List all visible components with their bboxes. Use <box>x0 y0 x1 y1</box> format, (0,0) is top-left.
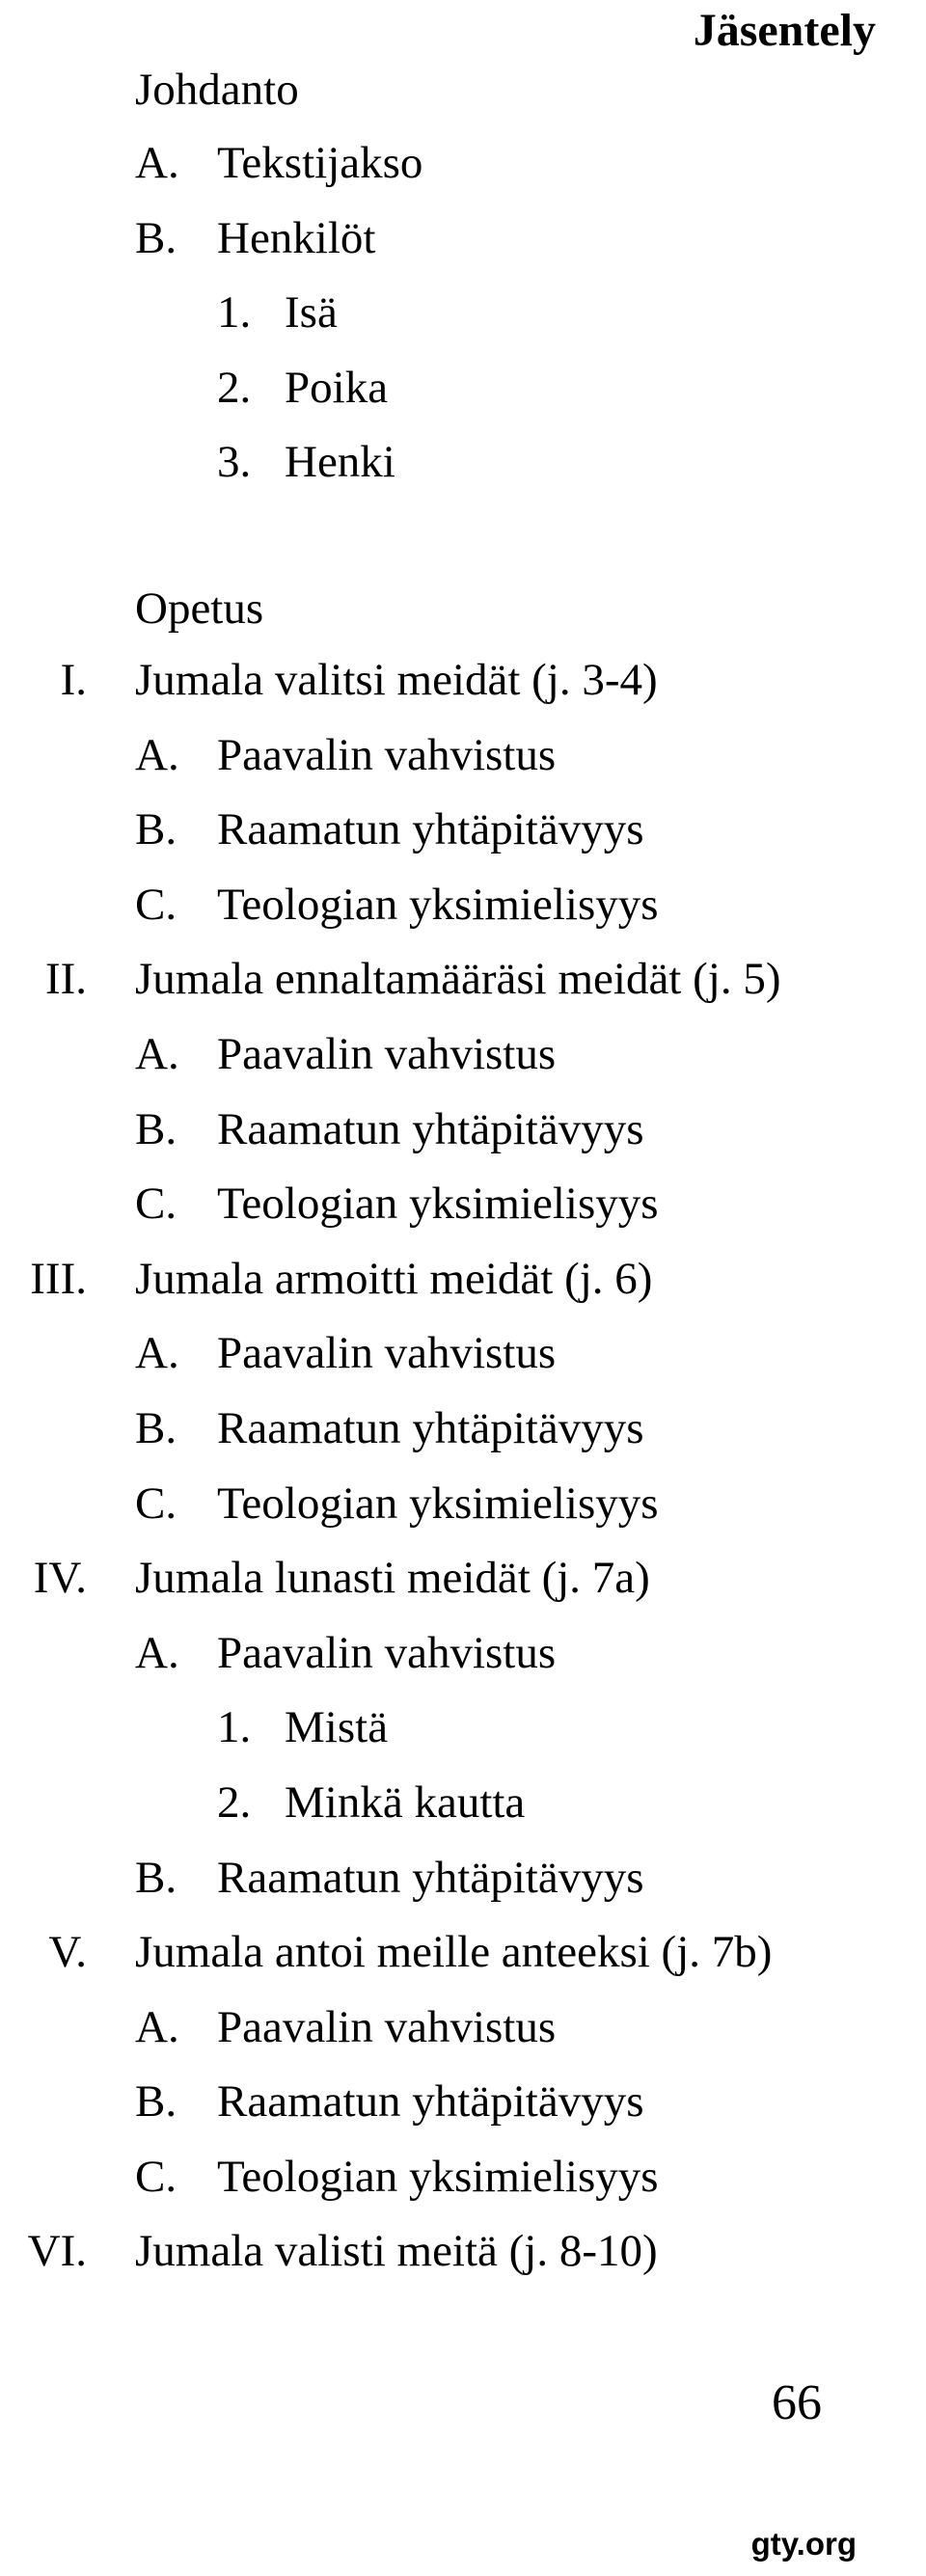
outline-marker: B. <box>135 2076 177 2128</box>
outline-item <box>0 724 926 800</box>
page-title: Jäsentely <box>693 5 876 56</box>
outline-text: Raamatun yhtäpitävyys <box>217 2076 644 2128</box>
outline-item <box>0 1248 926 1323</box>
outline-item <box>0 1322 926 1397</box>
outline-marker: A. <box>135 1627 179 1678</box>
outline-marker: 3. <box>217 437 252 488</box>
outline-item <box>0 948 926 1023</box>
outline-text: Jumala valisti meitä (j. 8-10) <box>135 2226 658 2277</box>
outline-marker: 2. <box>217 1776 252 1828</box>
outline-text: Paavalin vahvistus <box>217 2001 557 2052</box>
outline-marker: C. <box>135 879 177 930</box>
outline-marker: C. <box>135 1478 177 1529</box>
outline-marker: III. <box>30 1253 87 1304</box>
outline-marker: 2. <box>217 362 252 413</box>
teaching-outline <box>0 649 926 2295</box>
outline-item <box>0 1023 926 1098</box>
outline-marker: A. <box>135 1028 179 1079</box>
outline-marker: I. <box>60 655 87 705</box>
outline-item <box>0 1397 926 1473</box>
outline-text: Raamatun yhtäpitävyys <box>217 1103 644 1154</box>
outline-text: Teologian yksimielisyys <box>217 1179 659 1230</box>
outline-text: Jumala lunasti meidät (j. 7a) <box>135 1553 650 1604</box>
outline-marker: C. <box>135 2151 177 2202</box>
outline-text: Henki <box>285 437 395 488</box>
outline-text: Paavalin vahvistus <box>217 729 557 780</box>
outline-item <box>0 2071 926 2146</box>
outline-item <box>0 2146 926 2221</box>
outline-text: Minkä kautta <box>285 1776 526 1828</box>
page-number: 66 <box>772 2375 822 2430</box>
outline-marker: B. <box>135 804 177 855</box>
outline-text: Paavalin vahvistus <box>217 1627 557 1678</box>
outline-item <box>0 1696 926 1772</box>
outline-text: Paavalin vahvistus <box>217 1328 557 1379</box>
outline-marker: B. <box>135 1103 177 1154</box>
outline-text: Poika <box>285 362 389 413</box>
outline-text: Jumala valitsi meidät (j. 3-4) <box>135 655 658 705</box>
outline-marker: B. <box>135 212 177 263</box>
teaching-heading: Opetus <box>135 583 264 634</box>
introduction-heading: Johdanto <box>135 65 299 115</box>
outline-marker: II. <box>44 954 87 1005</box>
outline-marker: B. <box>135 1402 177 1453</box>
outline-text: Mistä <box>285 1702 389 1753</box>
outline-item <box>0 282 926 357</box>
outline-text: Teologian yksimielisyys <box>217 1478 659 1529</box>
outline-item <box>0 649 926 724</box>
outline-text: Jumala armoitti meidät (j. 6) <box>135 1253 653 1304</box>
outline-marker: V. <box>48 1927 87 1978</box>
outline-marker: IV. <box>33 1553 87 1604</box>
outline-item <box>0 431 926 506</box>
outline-text: Raamatun yhtäpitävyys <box>217 804 644 855</box>
outline-text: Jumala antoi meille anteeksi (j. 7b) <box>135 1927 773 1978</box>
outline-marker: C. <box>135 1179 177 1230</box>
outline-item <box>0 1921 926 1996</box>
outline-item <box>0 357 926 432</box>
outline-marker: A. <box>135 2001 179 2052</box>
outline-text: Tekstijakso <box>217 138 423 188</box>
outline-marker: A. <box>135 729 179 780</box>
outline-item <box>0 799 926 874</box>
outline-item <box>0 1622 926 1697</box>
outline-item <box>0 132 926 207</box>
outline-item <box>0 1473 926 1548</box>
outline-marker: B. <box>135 1852 177 1903</box>
outline-item <box>0 1847 926 1922</box>
outline-text: Teologian yksimielisyys <box>217 2151 659 2202</box>
outline-item <box>0 207 926 283</box>
outline-marker: 1. <box>217 287 252 339</box>
outline-item <box>0 1772 926 1847</box>
outline-marker: VI. <box>27 2226 87 2277</box>
outline-item <box>0 1173 926 1248</box>
outline-marker: 1. <box>217 1702 252 1753</box>
outline-text: Henkilöt <box>217 212 376 263</box>
source-watermark: gty.org <box>750 2526 857 2562</box>
outline-text: Raamatun yhtäpitävyys <box>217 1852 644 1903</box>
outline-text: Teologian yksimielisyys <box>217 879 659 930</box>
outline-marker: A. <box>135 138 179 188</box>
outline-item <box>0 1098 926 1174</box>
introduction-outline <box>0 132 926 506</box>
outline-item <box>0 1547 926 1622</box>
outline-text: Paavalin vahvistus <box>217 1028 557 1079</box>
outline-text: Isä <box>285 287 338 339</box>
outline-marker: A. <box>135 1328 179 1379</box>
outline-item <box>0 874 926 949</box>
outline-item <box>0 2220 926 2295</box>
outline-item <box>0 1996 926 2072</box>
outline-text: Jumala ennaltamääräsi meidät (j. 5) <box>135 954 781 1005</box>
outline-text: Raamatun yhtäpitävyys <box>217 1402 644 1453</box>
